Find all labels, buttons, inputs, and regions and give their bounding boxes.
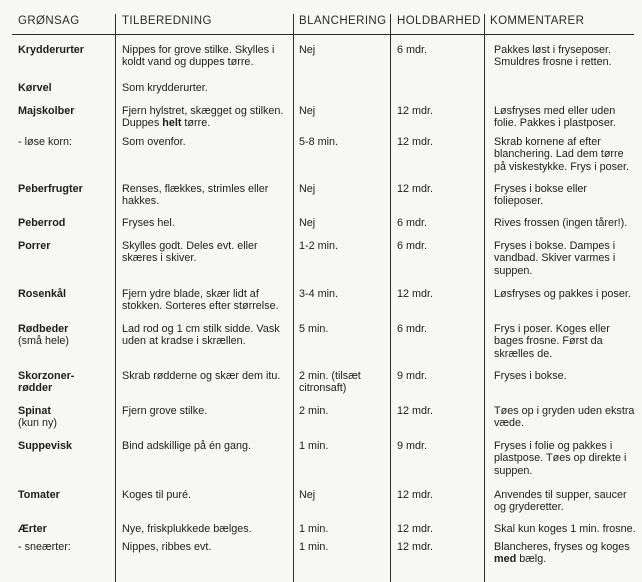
shelf-life: 12 mdr. [397,288,434,300]
vegetable-name: Tomater [18,489,60,501]
comment: Fryses i folie og pakkes i plastpose. Tøes op direkte i suppen. [494,440,627,477]
comment-text: bælg. [516,553,547,566]
preparation [122,105,290,130]
blanching: 3-4 min. [299,288,339,300]
comment: Anvendes til supper, saucer og gryderetter. [494,489,627,514]
comment: Fryses i bokse. [494,370,567,382]
blanching: Nej [299,489,316,501]
header-blanching: BLANCHERING [299,15,387,27]
comment [494,541,636,566]
comment-emphasis: med [494,553,517,566]
vegetable-name: - sneærter: [18,541,71,553]
vegetable-name: Krydderurter [18,44,84,56]
shelf-life: 12 mdr. [397,136,434,148]
comment-text: Blancheres, fryses og koges [494,541,630,553]
vegetable-name: Ærter [18,523,47,535]
header-comments: KOMMENTARER [490,15,585,27]
comment: Løsfryses med eller uden folie. Pakkes i plastposer. [494,105,616,130]
column-divider [293,14,294,582]
blanching: 1-2 min. [299,240,339,252]
blanching: 5-8 min. [299,136,339,148]
vegetable-name: Kørvel [18,82,52,94]
shelf-life: 6 mdr. [397,323,428,335]
header-rule [12,34,634,35]
preparation: Skylles godt. Deles evt. eller skæres i skiver. [122,240,258,265]
comment: Frys i poser. Koges eller bages frosne. Først da skrælles de. [494,323,610,360]
blanching: 2 min. (tilsæt citronsaft) [299,370,361,395]
comment: Løsfryses og pakkes i poser. [494,288,631,300]
vegetable-name: Suppevisk [18,440,73,452]
preparation: Nye, friskplukkede bælges. [122,523,252,535]
comment: Fryses i bokse. Dampes i vandbad. Skiver varmes i suppen. [494,240,616,277]
blanching: 5 min. [299,323,329,335]
blanching: Nej [299,183,316,195]
vegetable-name: Majskolber [18,105,75,117]
shelf-life: 9 mdr. [397,370,428,382]
shelf-life: 12 mdr. [397,541,434,553]
blanching: 1 min. [299,440,329,452]
vegetable-name: Peberfrugter [18,183,83,195]
preparation: Fjern grove stilke. [122,405,208,417]
vegetable-name: - løse korn: [18,136,72,148]
shelf-life: 6 mdr. [397,217,428,229]
comment: Rives frossen (ingen tårer!). [494,217,628,229]
vegetable-name-text: Rødbeder [18,323,69,335]
blanching: Nej [299,217,316,229]
shelf-life: 12 mdr. [397,105,434,117]
preparation: Skrab rødderne og skær dem itu. [122,370,281,382]
preparation: Fryses hel. [122,217,175,229]
preparation-text: Fjern hylstret, skægget og stilken. Duppes [122,105,284,130]
comment: Fryses i bokse eller folieposer. [494,183,588,208]
vegetable-qualifier: (små hele) [18,335,70,348]
preparation: Bind adskillige på én gang. [122,440,252,452]
preparation: Som krydderurter. [122,82,208,94]
vegetable-name [18,323,118,348]
shelf-life: 12 mdr. [397,489,434,501]
blanching: 2 min. [299,405,329,417]
shelf-life: 12 mdr. [397,405,434,417]
header-shelf-life: HOLDBARHED [397,15,481,27]
header-vegetable: GRØNSAG [18,15,80,27]
preparation: Fjern ydre blade, skær lidt af stokken. Sorteres efter størrelse. [122,288,279,313]
comment: Tøes op i gryden uden ekstra væde. [494,405,635,430]
vegetable-name [18,405,118,430]
comment: Pakkes løst i fryseposer. Smuldres frosne i retten. [494,44,612,69]
preparation: Som ovenfor. [122,136,186,148]
preparation: Lad rod og 1 cm stilk sidde. Vask uden at kradse i skrællen. [122,323,280,348]
comment: Skal kun koges 1 min. frosne. [494,523,636,535]
vegetable-name: Peberrod [18,217,66,229]
preparation: Nippes for grove stilke. Skylles i koldt vand og duppes tørre. [122,44,275,69]
column-divider [484,14,485,582]
preparation: Nippes, ribbes evt. [122,541,212,553]
vegetable-name: Skorzoner-rødder [18,370,75,395]
shelf-life: 9 mdr. [397,440,428,452]
vegetable-name: Porrer [18,240,51,252]
blanching: Nej [299,105,316,117]
vegetable-name-text: Spinat [18,405,51,417]
header-preparation: TILBEREDNING [122,15,212,27]
preparation-text: tørre. [181,117,211,130]
column-divider [390,14,391,582]
comment: Skrab kornene af efter blanchering. Lad dem tørre på viskestykke. Frys i poser. [494,136,630,173]
blanching: Nej [299,44,316,56]
blanching: 1 min. [299,541,329,553]
vegetable-name: Rosenkål [18,288,67,300]
blanching: 1 min. [299,523,329,535]
preparation-emphasis: helt [162,117,182,130]
preparation: Renses, flækkes, strimles eller hakkes. [122,183,269,208]
vegetable-qualifier: (kun ny) [18,417,58,430]
shelf-life: 12 mdr. [397,523,434,535]
preparation: Koges til puré. [122,489,192,501]
shelf-life: 6 mdr. [397,240,428,252]
shelf-life: 6 mdr. [397,44,428,56]
shelf-life: 12 mdr. [397,183,434,195]
